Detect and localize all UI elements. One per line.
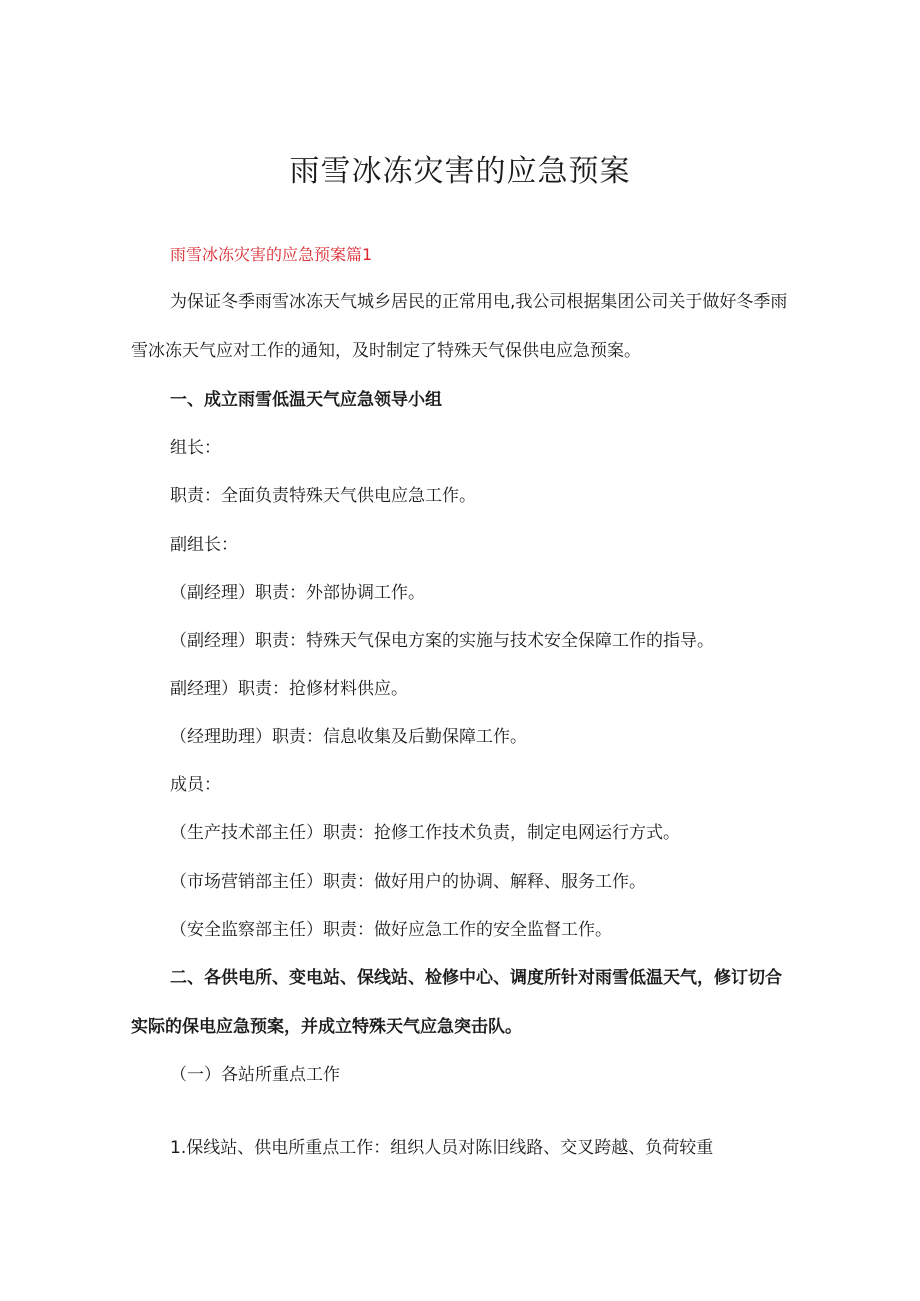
section-1-item: 职责：全面负责特殊天气供电应急工作。	[170, 486, 476, 506]
intro-paragraph-line-2: 雪冰冻天气应对工作的通知，及时制定了特殊天气保供电应急预案。	[131, 341, 641, 361]
section-1-item: （经理助理）职责：信息收集及后勤保障工作。	[170, 727, 527, 747]
document-subtitle: 雨雪冰冻灾害的应急预案篇1	[170, 245, 373, 264]
section-1-item: （副经理）职责：特殊天气保电方案的实施与技术安全保障工作的指导。	[170, 631, 714, 651]
section-2-heading-line-1: 二、各供电所、变电站、保线站、检修中心、调度所针对雨雪低温天气，修订切合	[170, 968, 782, 988]
section-1-item: 副组长：	[170, 535, 238, 555]
section-1-heading: 一、成立雨雪低温天气应急领导小组	[170, 390, 442, 410]
document-title: 雨雪冰冻灾害的应急预案	[289, 154, 631, 189]
section-1-item: 成员：	[170, 775, 221, 795]
section-1-item: （生产技术部主任）职责：抢修工作技术负责，制定电网运行方式。	[170, 823, 680, 843]
section-1-item: （副经理）职责：外部协调工作。	[170, 583, 425, 603]
section-2-heading-line-2: 实际的保电应急预案，并成立特殊天气应急突击队。	[131, 1017, 522, 1037]
section-2-item: 1.保线站、供电所重点工作：组织人员对陈旧线路、交叉跨越、负荷较重	[170, 1138, 714, 1158]
section-2-subheading: （一）各站所重点工作	[170, 1065, 340, 1085]
section-1-item: （安全监察部主任）职责：做好应急工作的安全监督工作。	[170, 920, 612, 940]
section-1-item: （市场营销部主任）职责：做好用户的协调、解释、服务工作。	[170, 872, 646, 892]
section-1-item: 副经理）职责：抢修材料供应。	[170, 679, 408, 699]
section-1-item: 组长：	[170, 438, 221, 458]
intro-paragraph-line-1: 为保证冬季雨雪冰冻天气城乡居民的正常用电,我公司根据集团公司关于做好冬季雨	[170, 292, 788, 312]
